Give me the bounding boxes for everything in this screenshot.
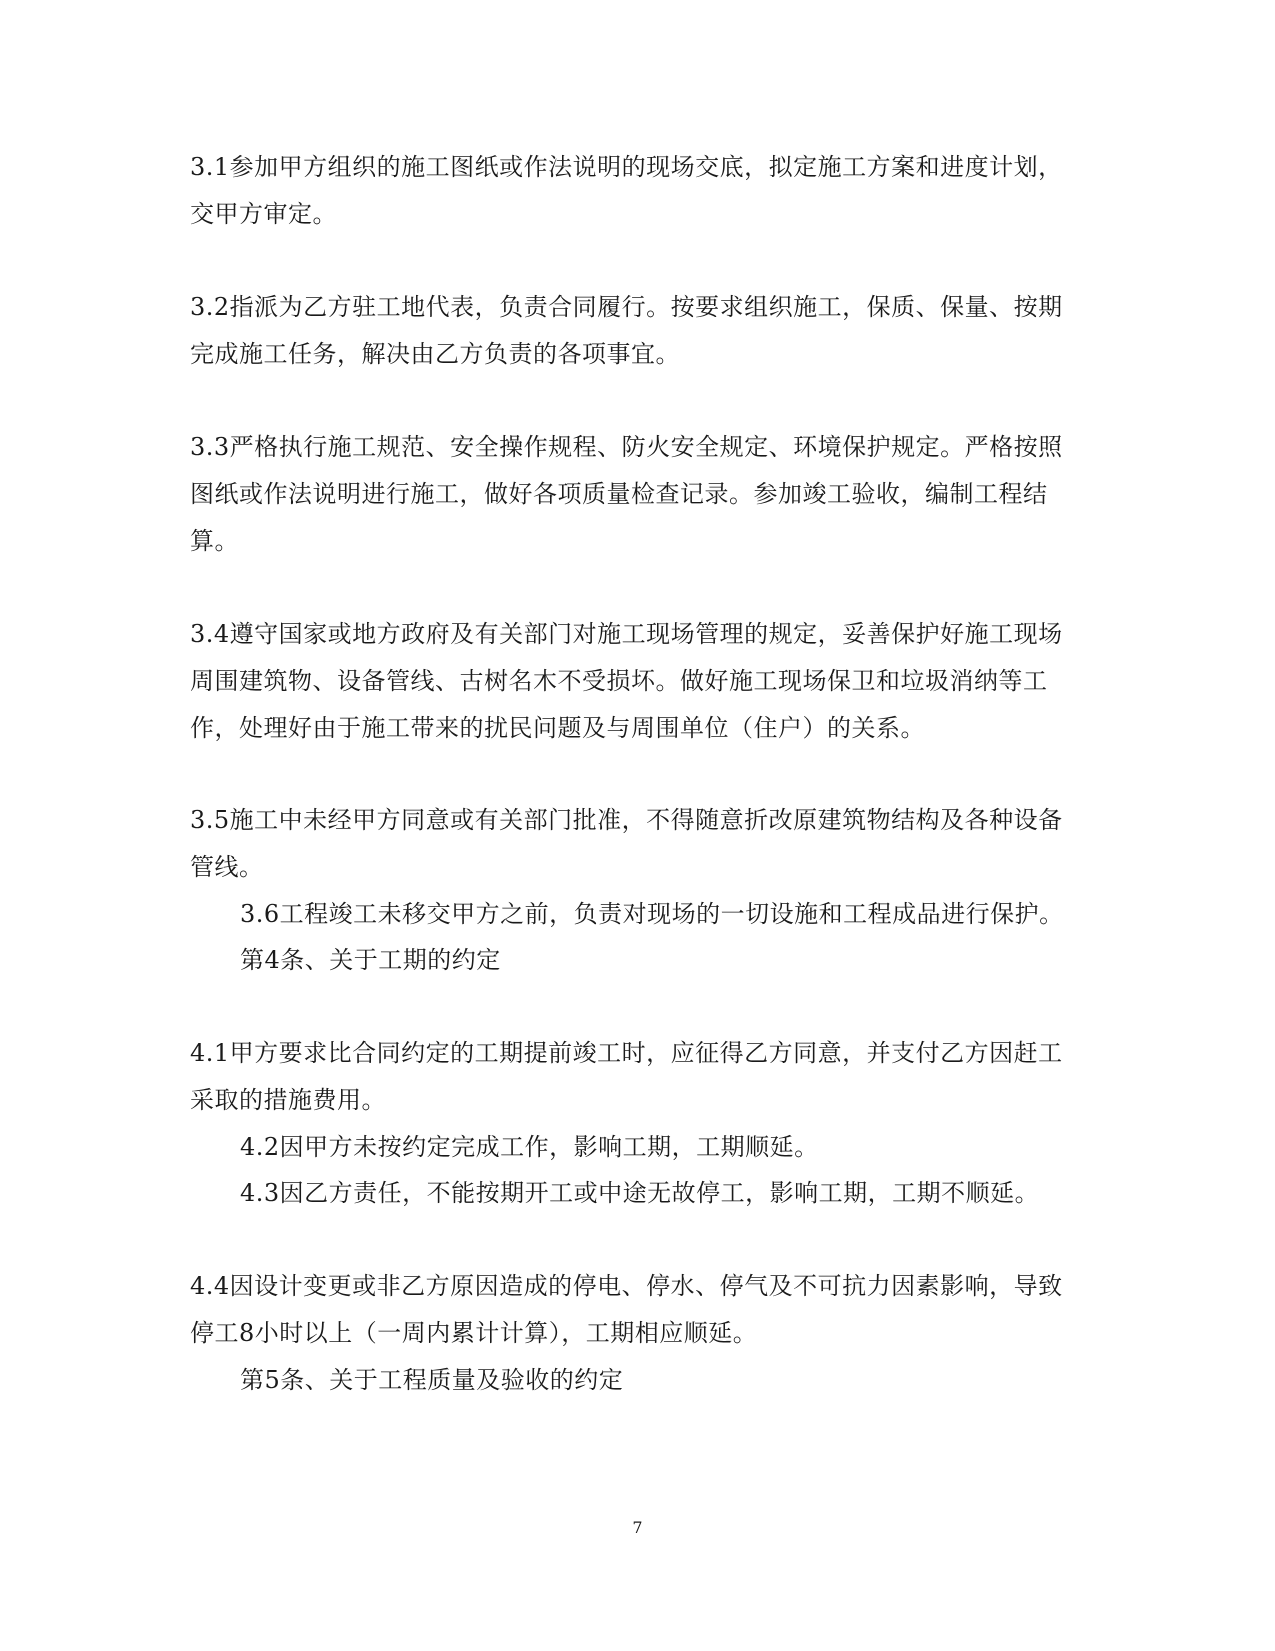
text-line: 停工8小时以上（一周内累计计算），工期相应顺延。 [190,1319,758,1347]
text-line: 4.2因甲方未按约定完成工作，影响工期，工期顺延。 [240,1133,819,1161]
text-line: 图纸或作法说明进行施工，做好各项质量检查记录。参加竣工验收，编制工程结 [190,480,1048,508]
text-line: 管线。 [190,853,264,881]
page-number: 7 [632,1518,643,1537]
section-heading: 第4条、关于工期的约定 [240,946,501,974]
text-line: 3.3严格执行施工规范、安全操作规程、防火安全规定、环境保护规定。严格按照 [190,433,1063,461]
text-line: 交甲方审定。 [190,200,337,228]
text-line: 完成施工任务，解决由乙方负责的各项事宜。 [190,340,680,368]
text-line: 4.1甲方要求比合同约定的工期提前竣工时，应征得乙方同意，并支付乙方因赶工 [190,1039,1063,1067]
text-line: 3.5施工中未经甲方同意或有关部门批准，不得随意折改原建筑物结构及各种设备 [190,806,1063,834]
text-line: 3.4遵守国家或地方政府及有关部门对施工现场管理的规定，妥善保护好施工现场 [190,620,1063,648]
text-line: 周围建筑物、设备管线、古树名木不受损坏。做好施工现场保卫和垃圾消纳等工 [190,667,1048,695]
text-line: 4.3因乙方责任，不能按期开工或中途无故停工，影响工期，工期不顺延。 [240,1179,1040,1207]
text-line: 4.4因设计变更或非乙方原因造成的停电、停水、停气及不可抗力因素影响，导致 [190,1272,1063,1300]
text-line: 作，处理好由于施工带来的扰民问题及与周围单位（住户）的关系。 [190,714,925,742]
text-line: 算。 [190,527,239,555]
text-line: 采取的措施费用。 [190,1086,386,1114]
text-line: 3.2指派为乙方驻工地代表，负责合同履行。按要求组织施工，保质、保量、按期 [190,293,1063,321]
section-heading: 第5条、关于工程质量及验收的约定 [240,1366,624,1394]
text-line: 3.6工程竣工未移交甲方之前，负责对现场的一切设施和工程成品进行保护。 [240,900,1064,928]
text-line: 3.1参加甲方组织的施工图纸或作法说明的现场交底，拟定施工方案和进度计划， [190,153,1063,181]
